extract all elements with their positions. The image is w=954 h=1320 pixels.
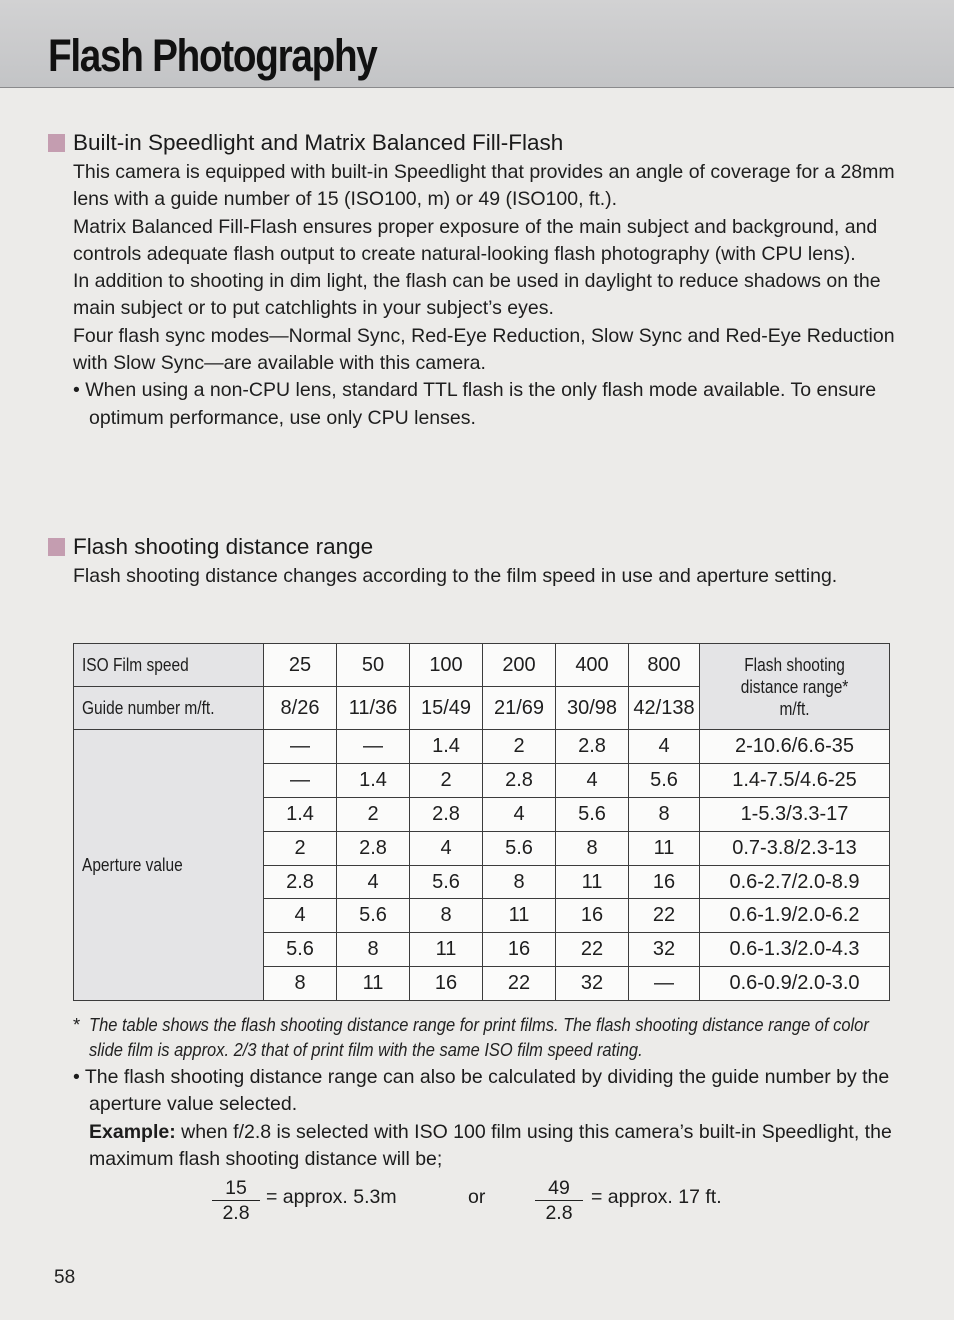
table-cell: 8: [410, 899, 483, 933]
fraction-numerator: 49: [535, 1176, 583, 1201]
formula-result-imperial: = approx. 17 ft.: [591, 1186, 722, 1208]
section-marker-icon: [48, 538, 65, 556]
range-cell: 1-5.3/3.3-17: [700, 797, 890, 831]
page-number: 58: [54, 1267, 76, 1288]
table-cell: 4: [264, 899, 337, 933]
table-cell: 8: [483, 865, 556, 899]
table-cell: —: [337, 730, 410, 764]
formula-or: or: [468, 1186, 486, 1208]
table-cell: 11: [483, 899, 556, 933]
table-cell: 2.8: [264, 865, 337, 899]
footnote-marker: *: [73, 1014, 81, 1035]
bullet-note: • The flash shooting distance range can also be calculated by dividing the guide number by the aperture value selected.: [73, 1066, 890, 1116]
example-text: when f/2.8 is selected with ISO 100 film using this camera’s built-in Speedlight, the maximum flash shooting distance will be;: [89, 1120, 892, 1170]
table-cell: 4: [410, 831, 483, 865]
table-cell: 4: [629, 730, 700, 764]
table-cell: 8: [629, 797, 700, 831]
table-cell: 32: [629, 933, 700, 967]
aperture-label-cell: Aperture value: [74, 730, 264, 1001]
paragraph: In addition to shooting in dim light, the flash can be used in daylight to reduce shadows on the main subject or to put catchlights in your subject’s eyes.: [73, 270, 881, 320]
range-cell: 0.6-1.3/2.0-4.3: [700, 933, 890, 967]
guide-cell: 11/36: [337, 687, 410, 730]
example-paragraph: [73, 1119, 903, 1174]
iso-cell: 100: [410, 644, 483, 687]
table-cell: 2: [483, 730, 556, 764]
table-cell: 2: [337, 797, 410, 831]
table-cell: 22: [483, 967, 556, 1001]
table-cell: 2: [410, 763, 483, 797]
table-cell: 2.8: [483, 763, 556, 797]
table-cell: —: [264, 763, 337, 797]
iso-label-cell: ISO Film speed: [74, 644, 264, 687]
page-title: Flash Photography: [48, 30, 377, 81]
section-heading-text: Flash shooting distance range: [73, 534, 374, 559]
guide-cell: 30/98: [556, 687, 629, 730]
speedlight-text: [73, 159, 903, 432]
guide-cell: 15/49: [410, 687, 483, 730]
table-cell: 1.4: [337, 763, 410, 797]
table-row: [74, 730, 890, 764]
iso-cell: 400: [556, 644, 629, 687]
range-cell: 0.6-1.9/2.0-6.2: [700, 899, 890, 933]
iso-cell: 800: [629, 644, 700, 687]
table-cell: 4: [483, 797, 556, 831]
paragraph: Matrix Balanced Fill-Flash ensures proper exposure of the main subject and background, and controls adequate flash output to create natural-looking flash photography (with CPU lens).: [73, 215, 878, 265]
table-cell: 4: [337, 865, 410, 899]
table-cell: 2: [264, 831, 337, 865]
table-cell: 5.6: [556, 797, 629, 831]
table-cell: 11: [556, 865, 629, 899]
table-cell: 1.4: [410, 730, 483, 764]
fraction-numerator: 15: [212, 1176, 260, 1201]
table-cell: 1.4: [264, 797, 337, 831]
page-header: [0, 0, 954, 88]
table-cell: 2.8: [556, 730, 629, 764]
range-label-cell: Flash shooting distance range* m/ft.: [700, 644, 890, 730]
table-cell: 11: [410, 933, 483, 967]
fraction-imperial: [535, 1176, 583, 1225]
table-footnote: [73, 1012, 893, 1062]
table-cell: 16: [483, 933, 556, 967]
section-marker-icon: [48, 134, 65, 152]
table-cell: 22: [556, 933, 629, 967]
paragraph: Four flash sync modes—Normal Sync, Red-Eye Reduction, Slow Sync and Red-Eye Reduction with Slow Sync—are available with this camera.: [73, 324, 895, 375]
table-cell: 8: [337, 933, 410, 967]
table-cell: 5.6: [483, 831, 556, 865]
iso-cell: 25: [264, 644, 337, 687]
fraction-denominator: 2.8: [222, 1202, 250, 1224]
table-cell: 5.6: [629, 763, 700, 797]
table-cell: 4: [556, 763, 629, 797]
table-cell: —: [264, 730, 337, 764]
range-cell: 2-10.6/6.6-35: [700, 730, 890, 764]
section-heading-text: Built-in Speedlight and Matrix Balanced Fill-Flash: [73, 130, 564, 155]
section-heading-speedlight: [48, 130, 563, 156]
range-cell: 1.4-7.5/4.6-25: [700, 763, 890, 797]
table-cell: 32: [556, 967, 629, 1001]
table-cell: 8: [264, 967, 337, 1001]
flash-range-table: [73, 643, 890, 1001]
formula-result-metric: = approx. 5.3m: [266, 1186, 397, 1208]
table-cell: 16: [629, 865, 700, 899]
range-cell: 0.6-0.9/2.0-3.0: [700, 967, 890, 1001]
table-cell: 22: [629, 899, 700, 933]
section-heading-distance: [48, 534, 373, 560]
range-cell: 0.7-3.8/2.3-13: [700, 831, 890, 865]
range-cell: 0.6-2.7/2.0-8.9: [700, 865, 890, 899]
iso-cell: 50: [337, 644, 410, 687]
guide-cell: 21/69: [483, 687, 556, 730]
table-cell: —: [629, 967, 700, 1001]
table-cell: 2.8: [410, 797, 483, 831]
footnote-text: The table shows the flash shooting distance range for print films. The flash shooting distance range of color slide film is approx. 2/3 that of print film with the same ISO film speed rating.: [89, 1014, 869, 1060]
table-cell: 16: [556, 899, 629, 933]
distance-text: [73, 563, 903, 590]
table-cell: 11: [337, 967, 410, 1001]
guide-label-cell: Guide number m/ft.: [74, 687, 264, 730]
example-label: Example:: [89, 1120, 176, 1143]
table-cell: 5.6: [410, 865, 483, 899]
calculation-note: [73, 1064, 903, 1173]
guide-cell: 8/26: [264, 687, 337, 730]
fraction-metric: [212, 1176, 260, 1225]
paragraph: Flash shooting distance changes according to the film speed in use and aperture setting.: [73, 565, 838, 587]
table-cell: 16: [410, 967, 483, 1001]
fraction-denominator: 2.8: [545, 1202, 573, 1224]
table-cell: 8: [556, 831, 629, 865]
paragraph: This camera is equipped with built-in Speedlight that provides an angle of coverage for a 28mm lens with a guide number of 15 (ISO100, m) or 49 (ISO100, ft.).: [73, 161, 895, 211]
table-cell: 5.6: [337, 899, 410, 933]
guide-cell: 42/138: [629, 687, 700, 730]
table-cell: 2.8: [337, 831, 410, 865]
iso-cell: 200: [483, 644, 556, 687]
table-cell: 5.6: [264, 933, 337, 967]
table-cell: 11: [629, 831, 700, 865]
bullet-note: • When using a non-CPU lens, standard TTL flash is the only flash mode available. To ensure optimum performance, use only CPU lenses.: [73, 379, 877, 429]
